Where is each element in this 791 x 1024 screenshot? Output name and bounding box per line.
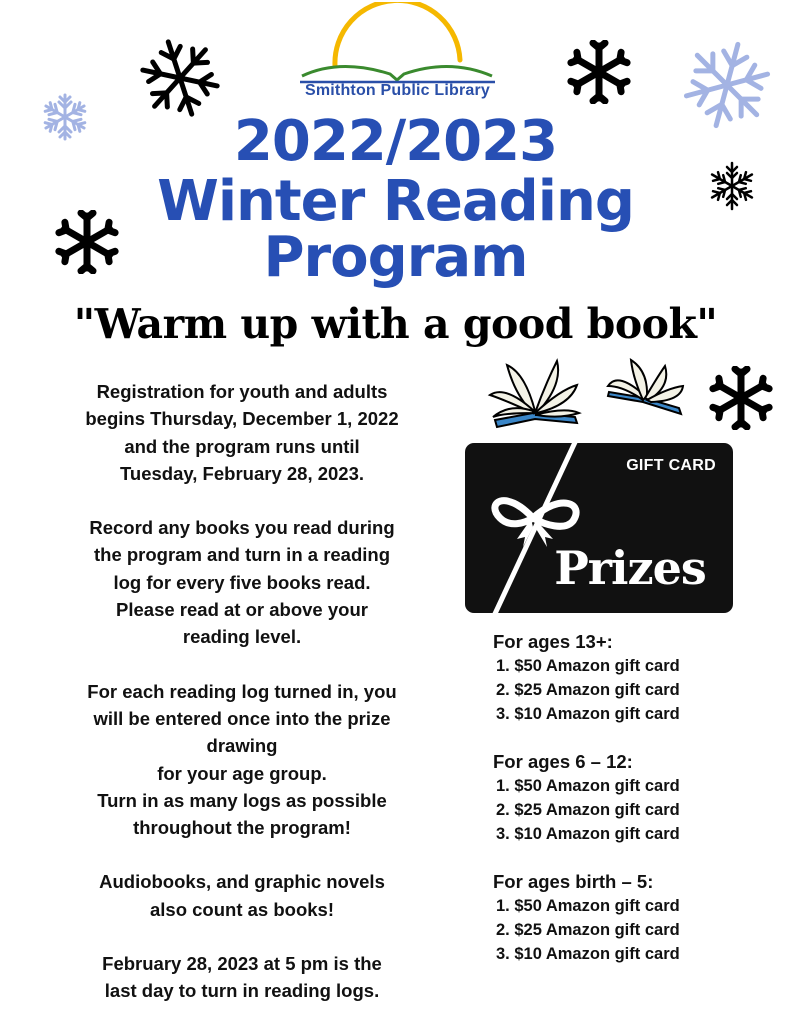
prize-item: 3. $10 Amazon gift card	[496, 705, 680, 723]
text-line: Record any books you read during	[89, 517, 395, 539]
text-line: log for every five books read.	[113, 571, 371, 593]
prize-group-6-12	[493, 750, 753, 846]
text-line: For each reading log turned in, you	[87, 680, 397, 702]
prize-item: 2. $25 Amazon gift card	[496, 801, 680, 819]
prize-group-heading: For ages birth – 5:	[493, 871, 654, 892]
snowflake-icon	[566, 40, 632, 104]
title-winter-reading: Winter Reading	[157, 169, 634, 234]
prize-item: 1. $50 Amazon gift card	[496, 777, 680, 795]
sun-book-icon	[290, 2, 505, 87]
library-name: Smithton Public Library	[304, 82, 491, 99]
text-line: and the program runs until	[124, 435, 360, 457]
prizes-title: Prizes	[554, 541, 706, 595]
text-line: Turn in as many logs as possible	[97, 789, 387, 811]
gift-card-graphic	[465, 443, 733, 613]
text-line: begins Thursday, December 1, 2022	[85, 408, 399, 430]
prize-item: 1. $50 Amazon gift card	[496, 897, 680, 915]
text-line: throughout the program!	[133, 817, 351, 839]
text-line: February 28, 2023 at 5 pm is the	[102, 953, 382, 975]
prize-list	[493, 630, 753, 990]
text-line: will be entered once into the prize	[93, 707, 391, 729]
text-line: for your age group.	[157, 762, 327, 784]
prize-item: 2. $25 Amazon gift card	[496, 681, 680, 699]
snowflake-icon	[707, 366, 775, 430]
prize-item: 3. $10 Amazon gift card	[496, 945, 680, 963]
snowflake-icon	[135, 38, 225, 118]
program-description	[42, 378, 442, 1005]
gift-card-label: GIFT CARD	[626, 457, 716, 474]
record-books-paragraph	[42, 514, 442, 650]
text-line: reading level.	[182, 626, 302, 648]
prize-item: 1. $50 Amazon gift card	[496, 657, 680, 675]
prize-group-13-plus	[493, 630, 753, 726]
title-year: 2022/2023	[233, 109, 558, 174]
prize-group-heading: For ages 6 – 12:	[493, 751, 633, 772]
prize-group-birth-5	[493, 870, 753, 966]
title-program: Program	[263, 225, 528, 290]
text-line: drawing	[206, 735, 278, 757]
audiobooks-paragraph	[42, 868, 442, 923]
prize-drawing-paragraph	[42, 678, 442, 842]
text-line: Audiobooks, and graphic novels	[99, 871, 385, 893]
open-book-icon	[485, 355, 585, 430]
text-line: Please read at or above your	[116, 599, 368, 621]
text-line: last day to turn in reading logs.	[104, 980, 380, 1002]
library-logo	[290, 2, 505, 107]
text-line: Tuesday, February 28, 2023.	[119, 462, 365, 484]
registration-paragraph	[42, 378, 442, 487]
prize-group-heading: For ages 13+:	[493, 631, 613, 652]
tagline: "Warm up with a good book"	[73, 300, 718, 348]
text-line: also count as books!	[149, 898, 334, 920]
prize-item: 3. $10 Amazon gift card	[496, 825, 680, 843]
deadline-paragraph	[42, 950, 442, 1005]
prize-item: 2. $25 Amazon gift card	[496, 921, 680, 939]
open-book-icon	[603, 356, 688, 416]
text-line: the program and turn in a reading	[93, 544, 391, 566]
text-line: Registration for youth and adults	[96, 381, 388, 402]
